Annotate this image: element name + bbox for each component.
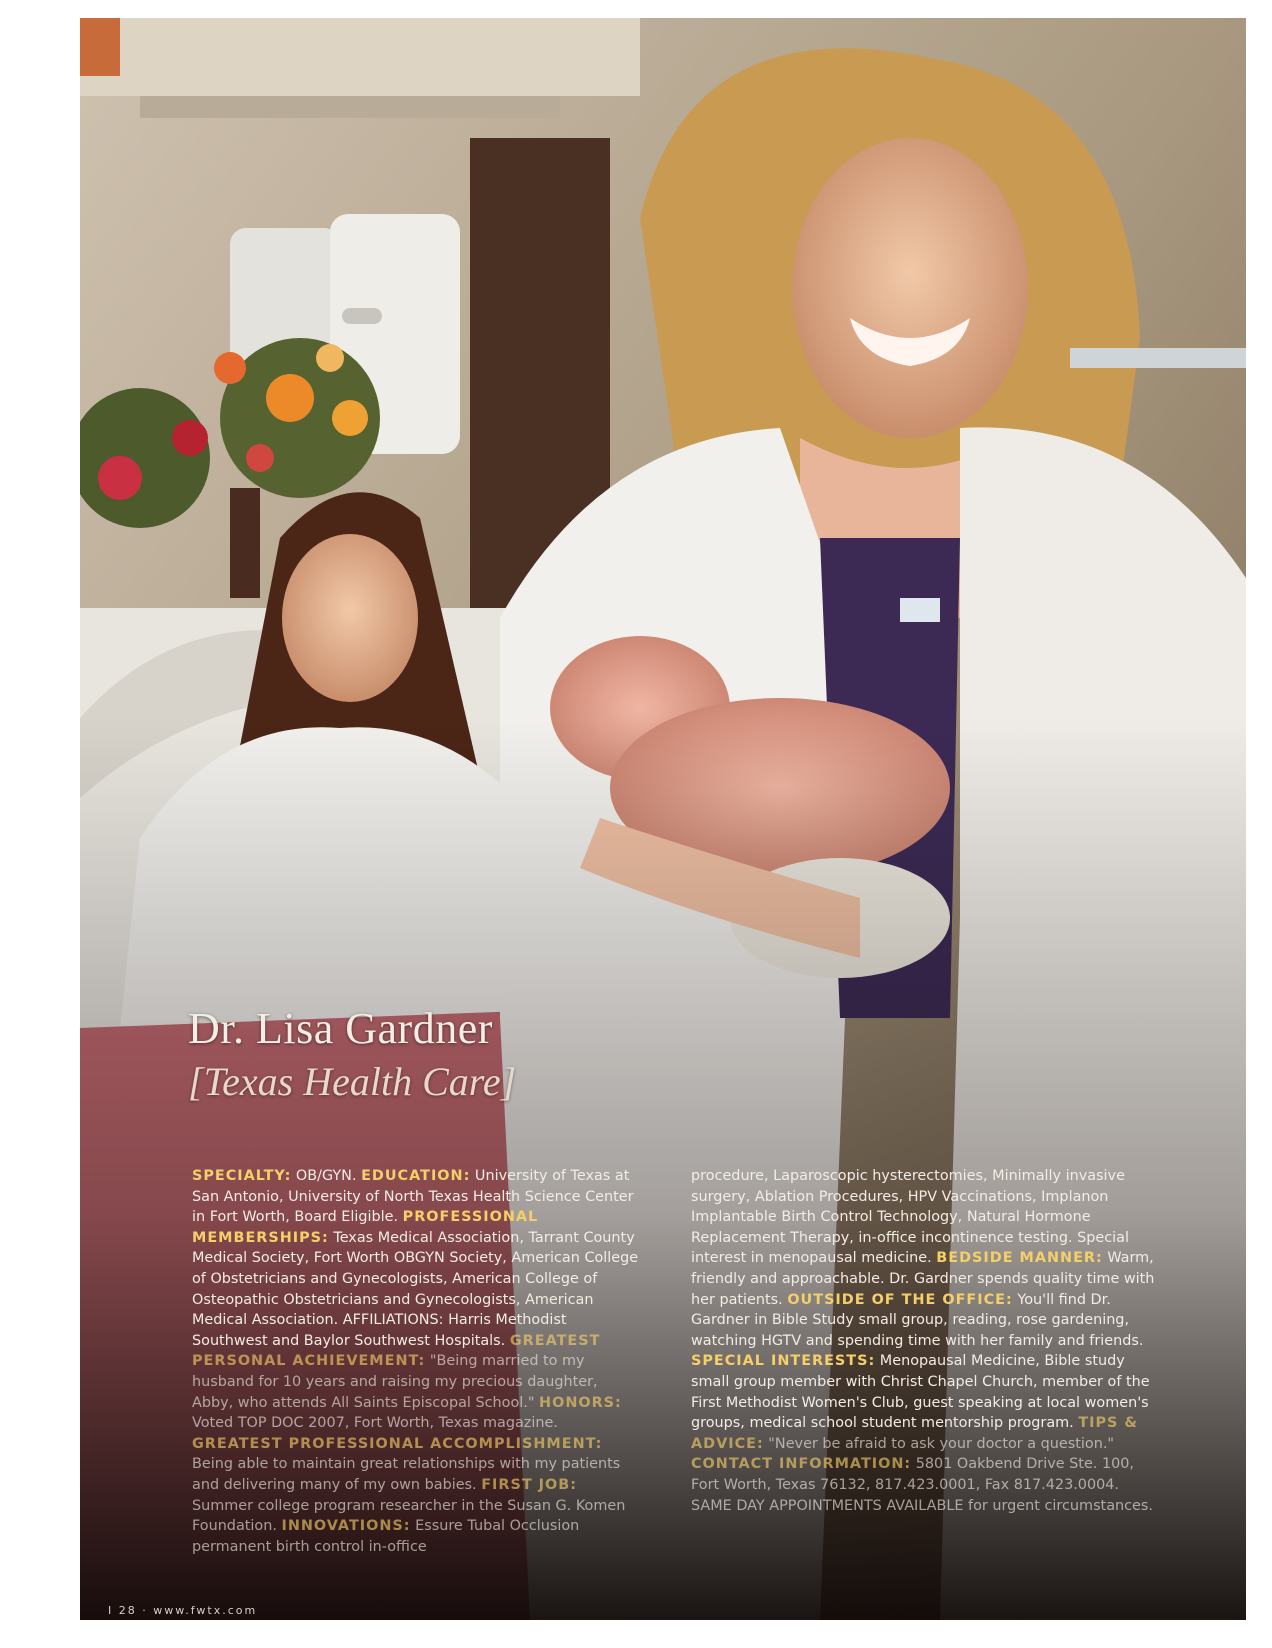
section-heading: BEDSIDE MANNER:: [936, 1250, 1103, 1267]
magazine-page: [80, 18, 1246, 1620]
section-heading: FIRST JOB:: [481, 1476, 577, 1493]
practice-name: [Texas Health Care]: [188, 1059, 517, 1104]
section-text: Menopausal Medicine, Bible study small group member with Christ Chapel Church, member of the First Methodist Women's Club, guest speaking at local women's groups, medical school student mentorship program.: [691, 1353, 1150, 1432]
section-heading: CONTACT INFORMATION:: [691, 1456, 912, 1473]
section-text: You'll find Dr. Gardner in Bible Study small group, reading, rose gardening, watching HGTV and spending time with her family and friends.: [691, 1291, 1144, 1349]
section-text: Warm, friendly and approachable. Dr. Gardner spends quality time with her patients.: [691, 1250, 1155, 1308]
section-heading: GREATEST PROFESSIONAL ACCOMPLISHMENT:: [192, 1435, 603, 1452]
section-text: Summer college program researcher in the Susan G. Komen Foundation.: [192, 1497, 626, 1535]
section-heading: HONORS:: [539, 1394, 622, 1411]
section-text: Voted TOP DOC 2007, Fort Worth, Texas magazine.: [192, 1415, 558, 1432]
section-heading: EDUCATION:: [361, 1168, 471, 1184]
section-text: 5801 Oakbend Drive Ste. 100, Fort Worth, Texas 76132, 817.423.0001, Fax 817.423.0004. SAME DAY APPOINTMENTS AVAILABLE for urgent circumstances.: [691, 1456, 1153, 1514]
section-text: Texas Medical Association, Tarrant County Medical Society, Fort Worth OBGYN Society, American College of Obstetricians and Gynecologists, American College of Osteopathic Obstetricians and Gynecologists, American Medical Association. AFFILIATIONS: Harris Methodist Southwest and Baylor Southwest Hospitals.: [192, 1229, 639, 1349]
section-heading: TIPS & ADVICE:: [691, 1415, 1138, 1452]
section-text: OB/GYN.: [291, 1168, 362, 1184]
section-text: "Being married to my husband for 10 years and raising my precious daughter, Abby, who attends All Saints Episcopal School.": [192, 1353, 598, 1411]
section-heading: OUTSIDE OF THE OFFICE:: [787, 1291, 1013, 1308]
section-heading: INNOVATIONS:: [281, 1518, 411, 1535]
section-heading: SPECIAL INTERESTS:: [691, 1353, 876, 1370]
profile-left-column: [192, 1166, 640, 1557]
section-text: procedure, Laparoscopic hysterectomies, Minimally invasive surgery, Ablation Procedures, HPV Vaccinations, Implanon Implantable Birth Control Technology, Natural Hormone Replacement Therapy, in-office incontinence testing. Special interest in menopausal medicine.: [691, 1168, 1129, 1267]
page-folio: I 28 · www.fwtx.com: [108, 1604, 258, 1617]
profile-title-block: [188, 1003, 516, 1105]
profile-right-column: [691, 1166, 1161, 1516]
doctor-name: Dr. Lisa Gardner: [188, 1004, 493, 1053]
section-text: Being able to maintain great relationships with my patients and delivering many of my own babies.: [192, 1456, 621, 1493]
section-text: Essure Tubal Occlusion permanent birth control in-office: [192, 1518, 580, 1555]
section-heading: GREATEST PERSONAL ACHIEVEMENT:: [192, 1332, 601, 1370]
section-text: "Never be afraid to ask your doctor a question.": [763, 1435, 1115, 1452]
section-heading: SPECIALTY:: [192, 1168, 292, 1184]
section-heading: PROFESSIONAL MEMBERSHIPS:: [192, 1209, 539, 1246]
section-text: University of Texas at San Antonio, University of North Texas Health Science Center in Fort Worth, Board Eligible.: [192, 1168, 634, 1226]
